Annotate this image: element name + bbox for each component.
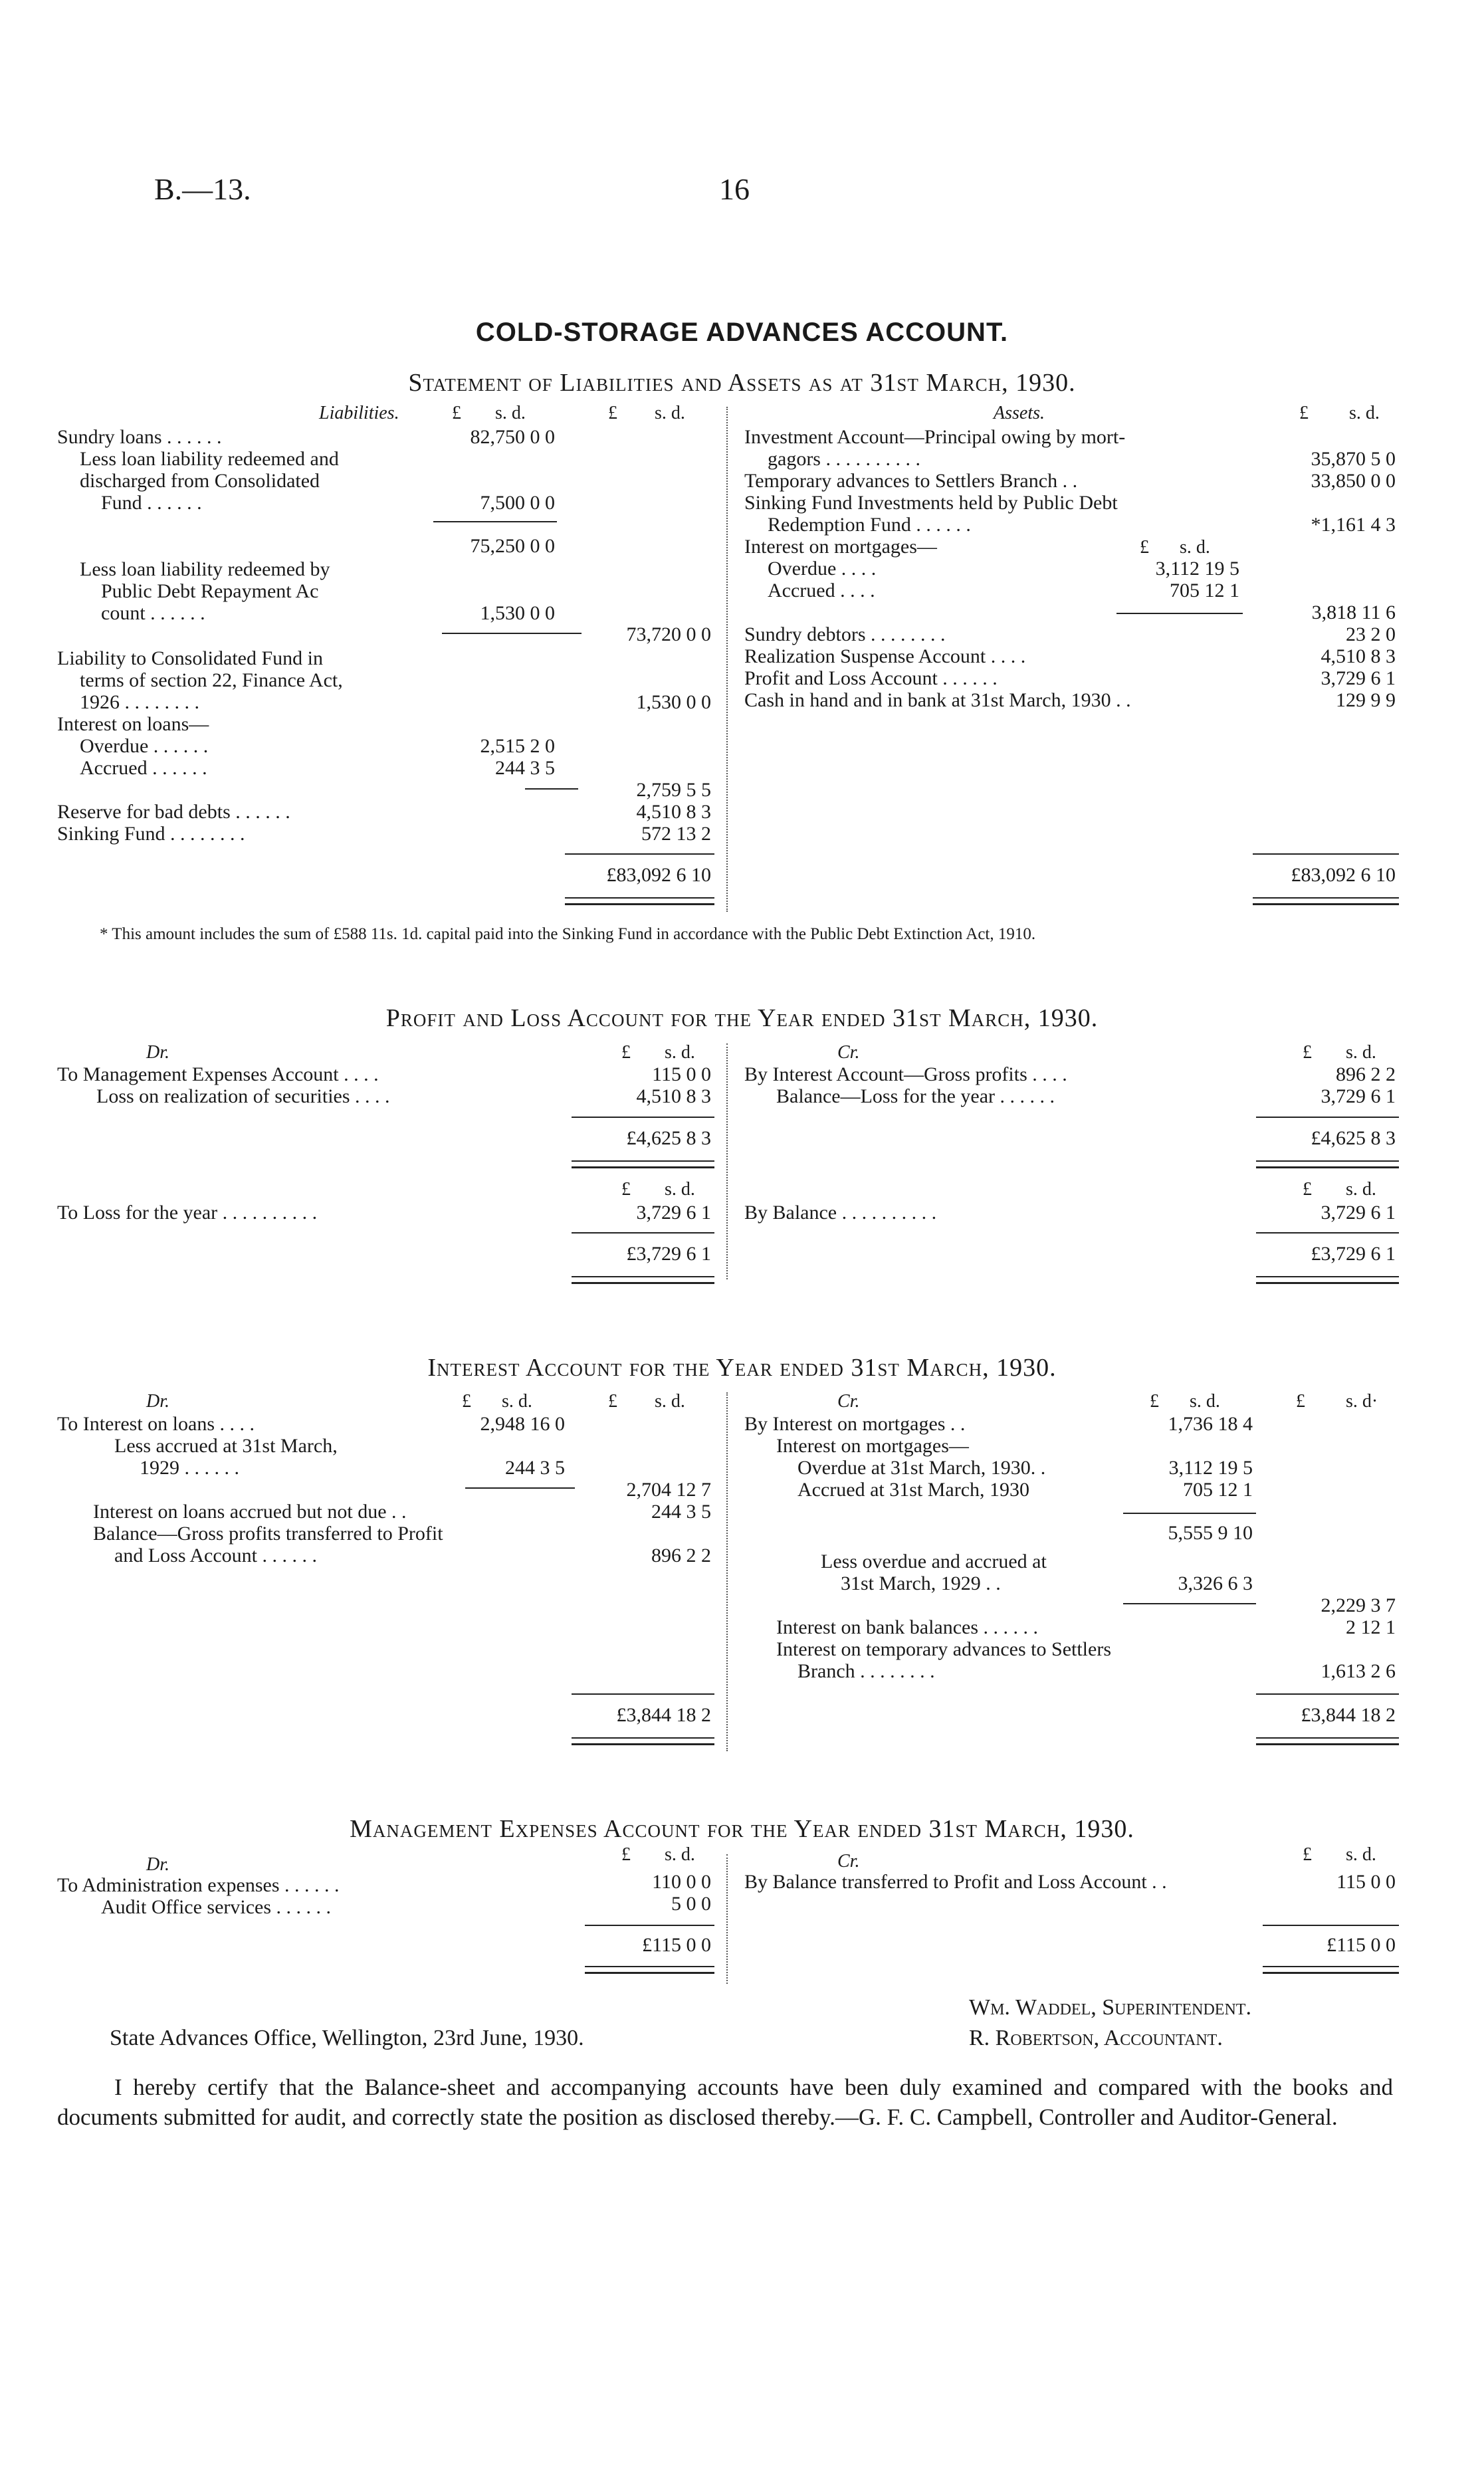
double-rule xyxy=(1256,1276,1399,1284)
double-rule xyxy=(572,1737,714,1745)
asset-total: 3,729 6 1 xyxy=(1321,667,1396,689)
liability-label: Less loan liability redeemed by xyxy=(80,558,330,580)
pound-heading: £ xyxy=(608,403,617,423)
credit-total: £3,844 18 2 xyxy=(1301,1704,1396,1726)
credit-label: By Balance transferred to Profit and Loss Account . . xyxy=(744,1871,1167,1893)
total-rule xyxy=(572,1232,714,1234)
liability-label: Less loan liability redeemed and xyxy=(80,448,339,470)
liability-label: count . . . . . . xyxy=(101,602,205,624)
liabilities-heading: Liabilities. xyxy=(319,403,399,423)
credit-value: 3,729 6 1 xyxy=(1321,1085,1396,1107)
double-rule xyxy=(1263,1966,1399,1974)
sd-heading: s. d. xyxy=(655,1391,685,1412)
credit-total: 1,613 2 6 xyxy=(1321,1660,1396,1682)
asset-total: 33,850 0 0 xyxy=(1311,470,1396,492)
asset-label: Interest on mortgages— xyxy=(744,536,937,558)
liability-total: 572 13 2 xyxy=(641,823,711,845)
asset-label: Investment Account—Principal owing by mort- xyxy=(744,426,1126,448)
debit-value: 2,948 16 0 xyxy=(480,1413,565,1435)
profit-loss-subtitle: Profit and Loss Account for the Year ended 31st March, 1930. xyxy=(385,1004,1099,1032)
debit-total: £3,729 6 1 xyxy=(626,1243,711,1265)
credit-label: Less overdue and accrued at xyxy=(821,1551,1047,1572)
sd-heading: s. d. xyxy=(665,1179,695,1200)
debit-label: and Loss Account . . . . . . xyxy=(114,1545,317,1566)
liability-value: 1,530 0 0 xyxy=(480,602,555,624)
sd-heading: s. d. xyxy=(665,1844,695,1865)
debit-value: 115 0 0 xyxy=(652,1063,711,1085)
debit-total: £4,625 8 3 xyxy=(626,1127,711,1149)
debit-label: Less accrued at 31st March, xyxy=(114,1435,338,1457)
pound-heading: £ xyxy=(1140,537,1149,558)
credit-label: By Interest on mortgages . . xyxy=(744,1413,966,1435)
sd-heading: s. d. xyxy=(1346,1844,1376,1865)
liability-value: 2,515 2 0 xyxy=(480,735,555,757)
sd-heading: s. d. xyxy=(502,1391,532,1412)
total-rule xyxy=(1253,853,1399,855)
credit-value: 115 0 0 xyxy=(1336,1871,1396,1893)
liability-value: 244 3 5 xyxy=(495,757,555,779)
double-rule xyxy=(1253,897,1399,905)
liability-total: 2,759 5 5 xyxy=(636,779,711,801)
column-divider xyxy=(726,1854,728,1984)
asset-total: 3,818 11 6 xyxy=(1311,601,1396,623)
total-rule xyxy=(572,1693,714,1695)
subtotal-rule xyxy=(465,1487,575,1489)
liability-total: 4,510 8 3 xyxy=(636,801,711,823)
asset-total: 129 9 9 xyxy=(1336,689,1396,711)
asset-label: Redemption Fund . . . . . . xyxy=(768,514,971,536)
page-number: 16 xyxy=(719,172,750,206)
subtotal-rule xyxy=(433,521,557,522)
debit-label: To Administration expenses . . . . . . xyxy=(57,1874,340,1896)
subtotal-rule xyxy=(1116,613,1243,614)
liability-label: 1926 . . . . . . . . xyxy=(80,691,199,713)
total-rule xyxy=(585,1925,714,1926)
column-divider xyxy=(726,1392,728,1751)
credit-label: By Balance . . . . . . . . . . xyxy=(744,1202,937,1224)
debit-label: Interest on loans accrued but not due . . xyxy=(93,1501,407,1523)
debit-value: 244 3 5 xyxy=(505,1457,565,1479)
asset-value: 3,112 19 5 xyxy=(1155,558,1239,580)
credit-label: Interest on mortgages— xyxy=(776,1435,969,1457)
asset-total: 4,510 8 3 xyxy=(1321,645,1396,667)
pound-heading: £ xyxy=(1303,1844,1312,1865)
double-rule xyxy=(585,1966,714,1974)
debit-label: To Interest on loans . . . . xyxy=(57,1413,255,1435)
liability-value: 82,750 0 0 xyxy=(470,426,555,448)
credit-label: 31st March, 1929 . . xyxy=(841,1572,1001,1594)
subtotal-rule xyxy=(1123,1513,1256,1514)
liability-label: Sundry loans . . . . . . xyxy=(57,426,222,448)
debit-value: 4,510 8 3 xyxy=(636,1085,711,1107)
total-rule xyxy=(565,853,714,855)
credit-heading: Cr. xyxy=(837,1851,860,1872)
liability-label: Interest on loans— xyxy=(57,713,209,735)
subtotal-rule xyxy=(442,633,582,634)
asset-total: *1,161 4 3 xyxy=(1311,514,1396,536)
liability-label: Reserve for bad debts . . . . . . xyxy=(57,801,290,823)
credit-label: Balance—Loss for the year . . . . . . xyxy=(776,1085,1055,1107)
credit-total: 2 12 1 xyxy=(1346,1616,1396,1638)
asset-label: Sundry debtors . . . . . . . . xyxy=(744,623,946,645)
debit-label: To Loss for the year . . . . . . . . . . xyxy=(57,1202,318,1224)
asset-value: 705 12 1 xyxy=(1170,580,1239,601)
pound-heading: £ xyxy=(1303,1042,1312,1063)
debit-total: £3,844 18 2 xyxy=(616,1704,711,1726)
liability-value: 7,500 0 0 xyxy=(480,492,555,514)
credit-label: Overdue at 31st March, 1930. . xyxy=(797,1457,1046,1479)
sd-heading: s. d. xyxy=(665,1042,695,1063)
management-subtitle: Management Expenses Account for the Year ended 31st March, 1930. xyxy=(350,1815,1134,1843)
double-rule xyxy=(1256,1737,1399,1745)
total-rule xyxy=(1256,1232,1399,1234)
pound-heading: £ xyxy=(1299,403,1309,423)
office-and-date: State Advances Office, Wellington, 23rd June, 1930. xyxy=(110,2026,584,2050)
debit-heading: Dr. xyxy=(146,1042,170,1063)
pound-heading: £ xyxy=(621,1179,631,1200)
double-rule xyxy=(1256,1160,1399,1168)
debit-heading: Dr. xyxy=(146,1391,170,1412)
asset-label: Accrued . . . . xyxy=(768,580,875,601)
debit-total: 244 3 5 xyxy=(651,1501,711,1523)
debit-total: 2,704 12 7 xyxy=(626,1479,711,1501)
debit-value: 5 0 0 xyxy=(671,1893,711,1915)
credit-value: 5,555 9 10 xyxy=(1168,1522,1253,1544)
sd-heading: s. d. xyxy=(1346,1179,1376,1200)
pound-heading: £ xyxy=(608,1391,617,1412)
total-rule xyxy=(1256,1693,1399,1695)
asset-label: gagors . . . . . . . . . . xyxy=(768,448,920,470)
liability-label: Sinking Fund . . . . . . . . xyxy=(57,823,245,845)
credit-total: 2,229 3 7 xyxy=(1321,1594,1396,1616)
pound-heading: £ xyxy=(1303,1179,1312,1200)
assets-grand-total: £83,092 6 10 xyxy=(1291,864,1396,886)
credit-value: 3,326 6 3 xyxy=(1178,1572,1253,1594)
column-divider xyxy=(726,1043,728,1279)
liability-label: Public Debt Repayment Ac xyxy=(101,580,319,602)
total-rule xyxy=(572,1117,714,1118)
credit-heading: Cr. xyxy=(837,1391,860,1412)
credit-label: Branch . . . . . . . . xyxy=(797,1660,935,1682)
debit-label: Audit Office services . . . . . . xyxy=(101,1896,332,1918)
liability-label: Accrued . . . . . . xyxy=(80,757,207,779)
credit-label: Interest on bank balances . . . . . . xyxy=(776,1616,1039,1638)
credit-total: £3,729 6 1 xyxy=(1311,1243,1396,1265)
liability-total: 1,530 0 0 xyxy=(636,691,711,713)
liability-value: 75,250 0 0 xyxy=(470,535,555,557)
pound-heading: £ xyxy=(462,1391,471,1412)
pound-heading: £ xyxy=(621,1042,631,1063)
debit-label: To Management Expenses Account . . . . xyxy=(57,1063,379,1085)
total-rule xyxy=(1263,1925,1399,1926)
credit-value: 896 2 2 xyxy=(1336,1063,1396,1085)
audit-certificate: I hereby certify that the Balance-sheet and accompanying accounts have been duly examined and compared with the books and documents submitted for audit, and correctly state the position as disclosed thereby.—G. F. C. Campbell, Controller and Auditor-General. xyxy=(57,2074,1393,2130)
credit-heading: Cr. xyxy=(837,1042,860,1063)
double-rule xyxy=(565,897,714,905)
pound-heading: £ xyxy=(452,403,461,423)
debit-value: 110 0 0 xyxy=(652,1871,711,1893)
debit-value: 3,729 6 1 xyxy=(636,1202,711,1224)
page-title: COLD-STORAGE ADVANCES ACCOUNT. xyxy=(475,318,1009,347)
asset-label: Profit and Loss Account . . . . . . xyxy=(744,667,998,689)
asset-label: Temporary advances to Settlers Branch . . xyxy=(744,470,1078,492)
sd-heading: s. d· xyxy=(1346,1391,1378,1412)
sd-heading: s. d. xyxy=(1349,403,1380,423)
liability-label: terms of section 22, Finance Act, xyxy=(80,669,343,691)
superintendent-signature: Wm. Waddel, Superintendent. xyxy=(969,1995,1251,2020)
footnote: * This amount includes the sum of £588 11s. 1d. capital paid into the Sinking Fund in accordance with the Public Debt Extinction Act, 1910. xyxy=(100,925,1036,943)
sd-heading: s. d. xyxy=(1346,1042,1376,1063)
sd-heading: s. d. xyxy=(1180,537,1210,558)
pound-heading: £ xyxy=(1150,1391,1159,1412)
sd-heading: s. d. xyxy=(655,403,685,423)
asset-label: Overdue . . . . xyxy=(768,558,877,580)
accountant-signature: R. Robertson, Accountant. xyxy=(969,2026,1223,2050)
credit-label: By Interest Account—Gross profits . . . . xyxy=(744,1063,1067,1085)
double-rule xyxy=(572,1276,714,1284)
liability-label: discharged from Consolidated xyxy=(80,470,320,492)
asset-total: 23 2 0 xyxy=(1346,623,1396,645)
assets-heading: Assets. xyxy=(994,403,1045,423)
interest-subtitle: Interest Account for the Year ended 31st March, 1930. xyxy=(427,1354,1057,1382)
liability-label: Overdue . . . . . . xyxy=(80,735,209,757)
credit-total: £4,625 8 3 xyxy=(1311,1127,1396,1149)
asset-label: Sinking Fund Investments held by Public Debt xyxy=(744,492,1118,514)
debit-heading: Dr. xyxy=(146,1854,170,1875)
credit-label: Interest on temporary advances to Settlers xyxy=(776,1638,1111,1660)
liability-total: 73,720 0 0 xyxy=(626,623,711,645)
debit-label: Loss on realization of securities . . . . xyxy=(96,1085,390,1107)
document-reference: B.—13. xyxy=(154,172,251,206)
debit-label: 1929 . . . . . . xyxy=(140,1457,239,1479)
liability-label: Fund . . . . . . xyxy=(101,492,202,514)
total-rule xyxy=(1256,1117,1399,1118)
liability-label: Liability to Consolidated Fund in xyxy=(57,647,323,669)
pound-heading: £ xyxy=(621,1844,631,1865)
sd-heading: s. d. xyxy=(1190,1391,1220,1412)
subtotal-rule xyxy=(1123,1603,1256,1604)
credit-label: Accrued at 31st March, 1930 xyxy=(797,1479,1030,1501)
sd-heading: s. d. xyxy=(495,403,526,423)
credit-value: 3,729 6 1 xyxy=(1321,1202,1396,1224)
debit-total: £115 0 0 xyxy=(642,1934,711,1956)
credit-value: 3,112 19 5 xyxy=(1168,1457,1253,1479)
credit-total: £115 0 0 xyxy=(1326,1934,1396,1956)
credit-value: 705 12 1 xyxy=(1183,1479,1253,1501)
credit-value: 1,736 18 4 xyxy=(1168,1413,1253,1435)
liabilities-grand-total: £83,092 6 10 xyxy=(606,864,711,886)
double-rule xyxy=(572,1160,714,1168)
column-divider xyxy=(726,407,728,912)
asset-total: 35,870 5 0 xyxy=(1311,448,1396,470)
debit-label: Balance—Gross profits transferred to Profit xyxy=(93,1523,443,1545)
asset-label: Realization Suspense Account . . . . xyxy=(744,645,1026,667)
asset-label: Cash in hand and in bank at 31st March, 1930 . . xyxy=(744,689,1131,711)
pound-heading: £ xyxy=(1296,1391,1305,1412)
debit-total: 896 2 2 xyxy=(651,1545,711,1566)
balance-sheet-subtitle: Statement of Liabilities and Assets as at 31st March, 1930. xyxy=(408,369,1076,397)
